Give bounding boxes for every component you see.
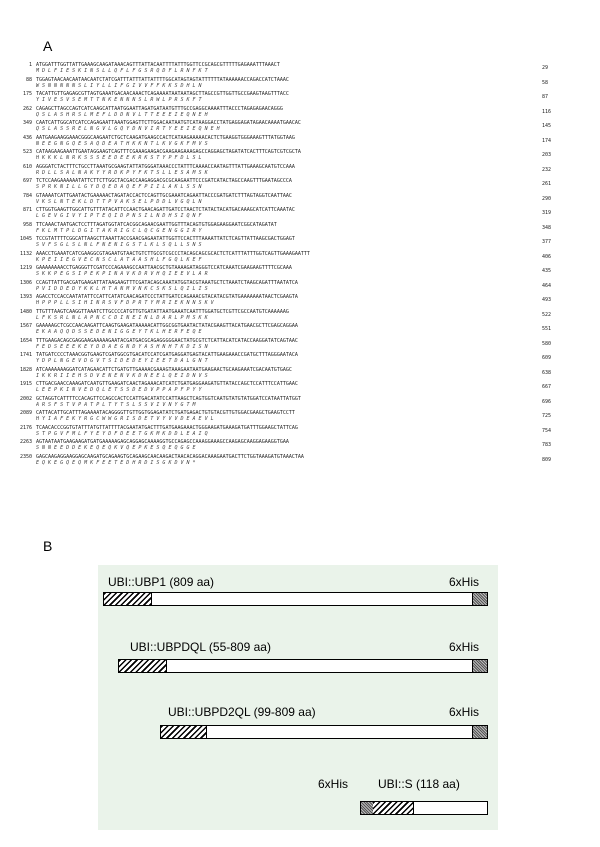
- sequence-row: [14, 207, 569, 219]
- nucleotide-position: 1654: [19, 337, 32, 344]
- protein-sequence: M D L F I E S K I N S L L Q F L F G S R Q D F L R N F K T: [36, 68, 208, 74]
- nucleotide-position: 88: [25, 76, 32, 83]
- dna-sequence: GTAAAATCATTGAATACTGAAAAACTAGATACCACTCCAGTTGCGAAATCAGAATTACCCGATGATCTTTAGTAGGTCAATTAAC: [36, 192, 292, 199]
- amino-acid-position: 174: [542, 137, 552, 144]
- construct-4-bar: [360, 801, 488, 815]
- amino-acid-position: 809: [542, 456, 552, 463]
- constructs-panel: [98, 565, 498, 830]
- nucleotide-position: 1393: [19, 294, 32, 300]
- sequence-row: [14, 62, 569, 74]
- dna-sequence: GAAAAAAAACCTGAGGGTTCGATCCCAGAAAGCCAATTAACGCTGTAAAAGATAGGGTCCATCAAATCGAAGAAGTTTTCGCAAA: [36, 265, 292, 271]
- amino-acid-position: 522: [542, 311, 552, 318]
- dna-sequence: TATGATCCCCTAAACGGTGAAGTCGATGGCGTGACATCCATCGATGAGGATGAGTACATTGAAGAAACCGATGCTTTAGGGAATACA: [36, 352, 298, 358]
- sequence-row: [14, 265, 569, 277]
- dna-sequence: GAAAAAGCTCGCCAACAAGATTCAAGTGAAGATAAAAACATTGGCGGTGAATACTATACGAAGTTACATGAACGCTTCGAGCAGGAA: [36, 323, 298, 329]
- amino-acid-position: 232: [542, 166, 552, 173]
- sequence-row: [14, 91, 569, 103]
- construct-1-tag: 6xHis: [449, 575, 480, 589]
- construct-1-bar: [103, 592, 488, 606]
- protein-sequence: N E E G N G Q E S A Q D E A T H K K N T L K V G K F M V S: [36, 140, 208, 147]
- dna-sequence: CTTGACGAACCAAAGATCAATGTTGAAGATCAACTAGAAACATCATCTGATGAGGAAGATGTTATACCAGCTCCATTTCCATTGAAC: [36, 381, 298, 387]
- amino-acid-position: 725: [542, 413, 552, 419]
- dna-sequence: CTTGGTGAAGTTGGCATTGTTTATACATTCCAACTGAACAGATTGATCCTAACTCTATACTACATGACAAAGCATCATTCAAATAC: [36, 207, 295, 213]
- sequence-row: [14, 222, 569, 234]
- construct-2-tag: 6xHis: [449, 640, 480, 654]
- protein-sequence: L F K S R L N L A P N C C D I N E I N L D A R L P M S K K: [36, 314, 208, 321]
- dna-sequence: AGGGATCTACTTTCTGCCTTAAATGCGAAGTATTATGGGATAAACCCTATTTCAAAACCAATAGTTTATTGAAAGCAATGTCCAAA: [36, 163, 295, 170]
- sequence-row: [14, 396, 569, 408]
- sequence-row: [14, 164, 569, 176]
- dna-sequence: CATAAGAAGAAATTGAATAGGAAGTCAGTTTCGAAAGAAGACGAAGAAGAAAGAGCCAGGAGCTAGATATCACTTTCAGTCGTCGCTA: [36, 149, 301, 155]
- nucleotide-position: 1915: [19, 381, 32, 387]
- sequence-row: [14, 135, 569, 147]
- nucleotide-position: 1: [28, 62, 32, 68]
- protein-sequence: H Y I A F E K Y R G C W W G R I S D E T V Y V V D E A E V L: [36, 416, 214, 422]
- panel-b-label: B: [43, 538, 53, 554]
- nucleotide-position: 1567: [19, 323, 32, 329]
- dna-sequence: CAATCATTGGCATCATCCAGAGAATTAAATGGAGTTCTTGGACAATAATGTCATAAGGACCTATGAGGAGATAGAACAAAATGAACAC: [36, 120, 301, 126]
- dna-sequence: AGACCTCCACCAATATATTCCATTCATATCAACAGATCCCTATTGATCCAGAAACGTACATACGTATGAAAAAAATAACTCGAAGTA: [36, 294, 298, 300]
- dna-sequence: TTCAAACTAATGACTCCTTTAGATGGTATCACGGCAGAACGAATTGGTTTACAGTGTGGAGAAGGAATCGGCATAGATAT: [36, 221, 277, 228]
- sequence-row: [14, 193, 569, 205]
- dna-sequence: CATTACATTGCATTTAGAAAATACAGGGGTTGTTGGTGGAGATATCTGATGAGACTGTGTACGTTGTGGACGAAGCTGAAGTCCTT: [36, 410, 295, 416]
- dna-sequence: TTGTTTAAGTCAAGGTTAAATCTTGCCCCATGTTGTGATATTAATGAAATCAATTTGGATGCTCGTTCGCCAATGTCAAAAAAG: [36, 308, 289, 315]
- protein-sequence: E Q K E G Q E Q M K F E E T E D H R D I S G K D V N *: [36, 459, 196, 466]
- nucleotide-position: 697: [22, 178, 32, 184]
- protein-sequence: K P E I I E G V E C N S C L A T A A S H L F G Q L K E F: [36, 256, 202, 263]
- nucleotide-position: 1306: [19, 279, 32, 286]
- amino-acid-position: 290: [542, 195, 552, 202]
- construct-3-label: UBI::UBPD2QL (99-809 aa): [168, 705, 316, 719]
- nucleotide-position: 2089: [19, 410, 32, 416]
- ubiquitin-domain: [161, 726, 207, 738]
- construct-4-tag: 6xHis: [318, 777, 349, 791]
- construct-3-tag: 6xHis: [449, 705, 480, 719]
- nucleotide-position: 2002: [19, 395, 32, 402]
- nucleotide-position: 1045: [19, 236, 32, 242]
- amino-acid-position: 667: [542, 384, 552, 390]
- sequence-row: [14, 410, 569, 422]
- his-tag: [472, 660, 487, 672]
- nucleotide-position: 1480: [19, 308, 32, 315]
- nucleotide-position: 262: [22, 105, 32, 112]
- dna-sequence: TTTGAAGACAGCGAGGAAGAAAAAGAATACGATGACGCAGAGGGGGAACTATGCGTCTCATTACATCATACCAAGGATATCAGTAAC: [36, 337, 298, 344]
- protein-sequence: R D L L S A L N A K Y Y R D K P Y F K T S L L E S A M S K: [36, 169, 208, 176]
- construct-4-label: UBI::S (118 aa): [378, 777, 460, 791]
- sequence-panel: [14, 62, 569, 468]
- protein-sequence: Q S L A S S R E L N G V L G Q Y D N V I R T Y E E I E Q N E H: [36, 126, 220, 132]
- sequence-row: [14, 338, 569, 350]
- nucleotide-position: 1741: [19, 352, 32, 358]
- amino-acid-position: 406: [542, 253, 552, 260]
- nucleotide-position: 2176: [19, 424, 32, 431]
- protein-sequence: P V I D D E D Y K K L H T A N M V N K C S K S L Q I L I S: [36, 285, 208, 292]
- dna-sequence: CAGAGCTTAGCCAGTCATCAAGCATTAATGGAATTAGATGATAATGTTTGCCGAGGCAAAATTTACCCTAGAGAGAACAGGG: [36, 105, 283, 112]
- ubiquitin-domain: [119, 660, 167, 672]
- protein-sequence: W S N N N N N S L I Y L L I F G I V V F F K K S D H L N: [36, 82, 202, 89]
- ubiquitin-domain: [373, 802, 414, 814]
- dna-sequence: TCCGTATTTTCGGCATTAAGCTTAAATTACCGAACGAGAATATTGGTTCCACTTTAAAATTATCTCAGTTATTAAGCGACTGGAGT: [36, 236, 295, 242]
- protein-sequence: E K A A Q Q D S S E D E N I G G E Y T K L H E R F E Q E: [36, 329, 202, 335]
- protein-sequence: S N N E E D D E K E Q E Q K V Q E P K E S Q E Q G G E: [36, 445, 196, 451]
- sequence-row: [14, 439, 569, 451]
- amino-acid-position: 58: [542, 79, 549, 86]
- sequence-row: [14, 309, 569, 321]
- his-tag: [472, 593, 487, 605]
- nucleotide-position: 610: [22, 163, 32, 170]
- dna-sequence: GAGCAAGAGGAAGGAGCAAGATGCAGAAGTGCAGAAGCAACAAGACTAACACAGGACAAAGAATGACTTCTGGTAAAGATGTAAACTAA: [36, 453, 304, 460]
- sequence-row: [14, 323, 569, 335]
- nucleotide-position: 523: [22, 149, 32, 155]
- his-tag: [472, 726, 487, 738]
- amino-acid-position: 580: [542, 340, 552, 347]
- construct-2-label: UBI::UBPDQL (55-809 aa): [130, 640, 271, 654]
- nucleotide-position: 1828: [19, 366, 32, 373]
- protein-sequence: L E E P K I N V E D Q L E T S S D E D V P P A P F P Y Y: [36, 387, 202, 393]
- nucleotide-position: 871: [22, 207, 32, 213]
- dna-sequence: TCAACACCCGGTGTATTTATGTTATTTTACGAATATGACTTTGATGAAGAAACTGGGAAGATGAAAGATGATTTGGAAGCTATTCAG: [36, 424, 298, 431]
- dna-sequence: AAACCTGAAATCATCGAAGGCGTAGAATGTAACTGTCTTGCGTCGCCCTACAGCAGCGCACTCTCATTTATTTGGTCAGTTGAAAGAATTT: [36, 250, 310, 257]
- sequence-row: [14, 352, 569, 364]
- dna-sequence: TGGAGTAACAACAATAACAATCTATCGATTTATTTATTATTTTGGCATAGTAGTATTTTTTATAAAAAACCAGACCATCTAAAC: [36, 76, 289, 83]
- amino-acid-position: 638: [542, 369, 552, 376]
- construct-2-bar: [118, 659, 488, 673]
- protein-sequence: S V F S G L S L N L F N E N I G S T L K L S Q L L S N S: [36, 242, 202, 248]
- amino-acid-position: 609: [542, 355, 552, 361]
- protein-sequence: V K S L N T E K L D T T P V A K S E L P D D L V G Q L N: [36, 198, 202, 205]
- amino-acid-position: 493: [542, 297, 552, 303]
- nucleotide-position: 175: [22, 91, 32, 97]
- amino-acid-position: 696: [542, 398, 552, 405]
- protein-sequence: I K K R I I E H S D V E N E N V K D N E E L Q E I D N V S: [36, 372, 208, 379]
- sequence-row: [14, 381, 569, 393]
- dna-sequence: TCTCCAAGAAAAAATATTCTTCTTGGCTACGACCAAGAGGACGCGCAAGAATTCCCGATCATACTAGCCAAGTTTGAATAGCCCA: [36, 178, 292, 184]
- nucleotide-position: 2263: [19, 439, 32, 445]
- protein-sequence: Q S L A S H R S L M E F L D D N V L T T E E E I E Q N E H: [36, 111, 208, 118]
- sequence-row: [14, 367, 569, 379]
- amino-acid-position: 377: [542, 239, 552, 245]
- amino-acid-position: 435: [542, 268, 552, 274]
- protein-sequence: L G E V G I V Y I P T E Q I D P N S I L N D H S I Q N F: [36, 213, 202, 219]
- nucleotide-position: 436: [22, 134, 32, 141]
- protein-sequence: Y I V E S V S E M T T N K E N N N S L R W L P R S K F T: [36, 97, 202, 103]
- amino-acid-position: 464: [542, 282, 552, 289]
- sequence-row: [14, 454, 569, 466]
- sequence-row: [14, 77, 569, 89]
- sequence-row: [14, 294, 569, 306]
- amino-acid-position: 29: [542, 65, 549, 71]
- protein-sequence: S P R K N I L L G Y D Q E D A Q E F P I I L A K L S S N: [36, 184, 202, 190]
- protein-sequence: F E D S E E E K E Y D D A E G N D Y A S H N H T K D I S N: [36, 343, 208, 350]
- protein-sequence: S T P G V F M L F Y E Y D F D E E T G K M K D D L E A I Q: [36, 430, 208, 437]
- amino-acid-position: 551: [542, 326, 552, 332]
- construct-1-label: UBI::UBP1 (809 aa): [108, 575, 215, 589]
- protein-sequence: H P P P L L S I H I N R S V F D P R T Y M R I E K N N S K V: [36, 300, 214, 306]
- sequence-row: [14, 251, 569, 263]
- protein-sequence: Y D P L N G E V D G V T S I D E D E Y I E E T D A L G N T: [36, 358, 208, 364]
- dna-sequence: CCAGTTATTGACGATGAAGATTATAAGAAGTTTCGATACAGCAAATATGGTACGTAAATGCTCTAAATCTAAGCAGATTTAATATCA: [36, 279, 298, 286]
- sequence-row: [14, 149, 569, 161]
- amino-acid-position: 203: [542, 152, 552, 158]
- protein-sequence: A R S F S T V P A T P L T Y T S L S S V I V N Y G T M: [36, 401, 196, 408]
- nucleotide-position: 2350: [19, 453, 32, 460]
- dna-sequence: GCTAGGTCATTTTCCACAGTTCCAGCCACTCCATTGACATATCCATTAAGCTCAGTGGTCAATGTATGTATGGATCCATAATTATGGT: [36, 395, 301, 402]
- dna-sequence: AATGAAGAAGGAAACGGGCAAGAATCTGCTCAAGATGAAGCCACTCATAAGAAAAACACTCTGAAGGTGGGAAAGTTTATGGTAAG: [36, 134, 295, 141]
- nucleotide-position: 1132: [19, 250, 32, 257]
- amino-acid-position: 783: [542, 442, 552, 448]
- dna-sequence: ATGGATTTGGTTATTGAAAGCAAGATAAACAGTTTATTACAATTTTATTTGGTTCCGCAGCGTTTTTGAGAAATTTAAACT: [36, 62, 280, 68]
- protein-sequence: S K K P E G S I P E K P I N A V K D R V H Q I E E V L A R: [36, 271, 208, 277]
- nucleotide-position: 784: [22, 192, 32, 199]
- sequence-row: [14, 425, 569, 437]
- nucleotide-position: 1219: [19, 265, 32, 271]
- amino-acid-position: 348: [542, 224, 552, 231]
- amino-acid-position: 87: [542, 94, 549, 100]
- amino-acid-position: 116: [542, 108, 552, 115]
- dna-sequence: ATCAAAAAAAGGATCATAGAACATTCTGATGTTGAAAACGAAAGTAAAGAATAATGAAGAACTGCAAGAAATCGACAATGTGAGC: [36, 366, 292, 373]
- sequence-row: [14, 178, 569, 190]
- dna-sequence: TACATTGTTGAGAGCGTTAGTGAAATGACAACAAACTCAGAAAATAATAATAGCTTAGCCGTTGGTTGCCGAAGTAAGTTTACC: [36, 91, 289, 97]
- dna-sequence: AGTAATAATGAAGAAGATGATGAAAAAGAGCAGGAGCAAAAGGTGCCAGAGCCAAAGGAAAGCCAAGAGCAAGGAGAAGGTGAA: [36, 439, 289, 445]
- sequence-row: [14, 280, 569, 292]
- sequence-row: [14, 106, 569, 118]
- sequence-row: [14, 120, 569, 132]
- protein-sequence: H K K K L N R K S S S E E D E E K R K S T Y P F D L S L: [36, 155, 202, 161]
- amino-acid-position: 145: [542, 123, 552, 129]
- sequence-row: [14, 236, 569, 248]
- nucleotide-position: 349: [22, 120, 32, 126]
- nucleotide-position: 958: [22, 221, 32, 228]
- panel-a-label: A: [43, 38, 53, 54]
- protein-sequence: F K L M T P L D G I T A K R I G C L Q C G E N G G I R Y: [36, 227, 202, 234]
- amino-acid-position: 319: [542, 210, 552, 216]
- amino-acid-position: 754: [542, 427, 552, 434]
- construct-3-bar: [160, 725, 488, 739]
- amino-acid-position: 261: [542, 181, 552, 187]
- ubiquitin-domain: [104, 593, 152, 605]
